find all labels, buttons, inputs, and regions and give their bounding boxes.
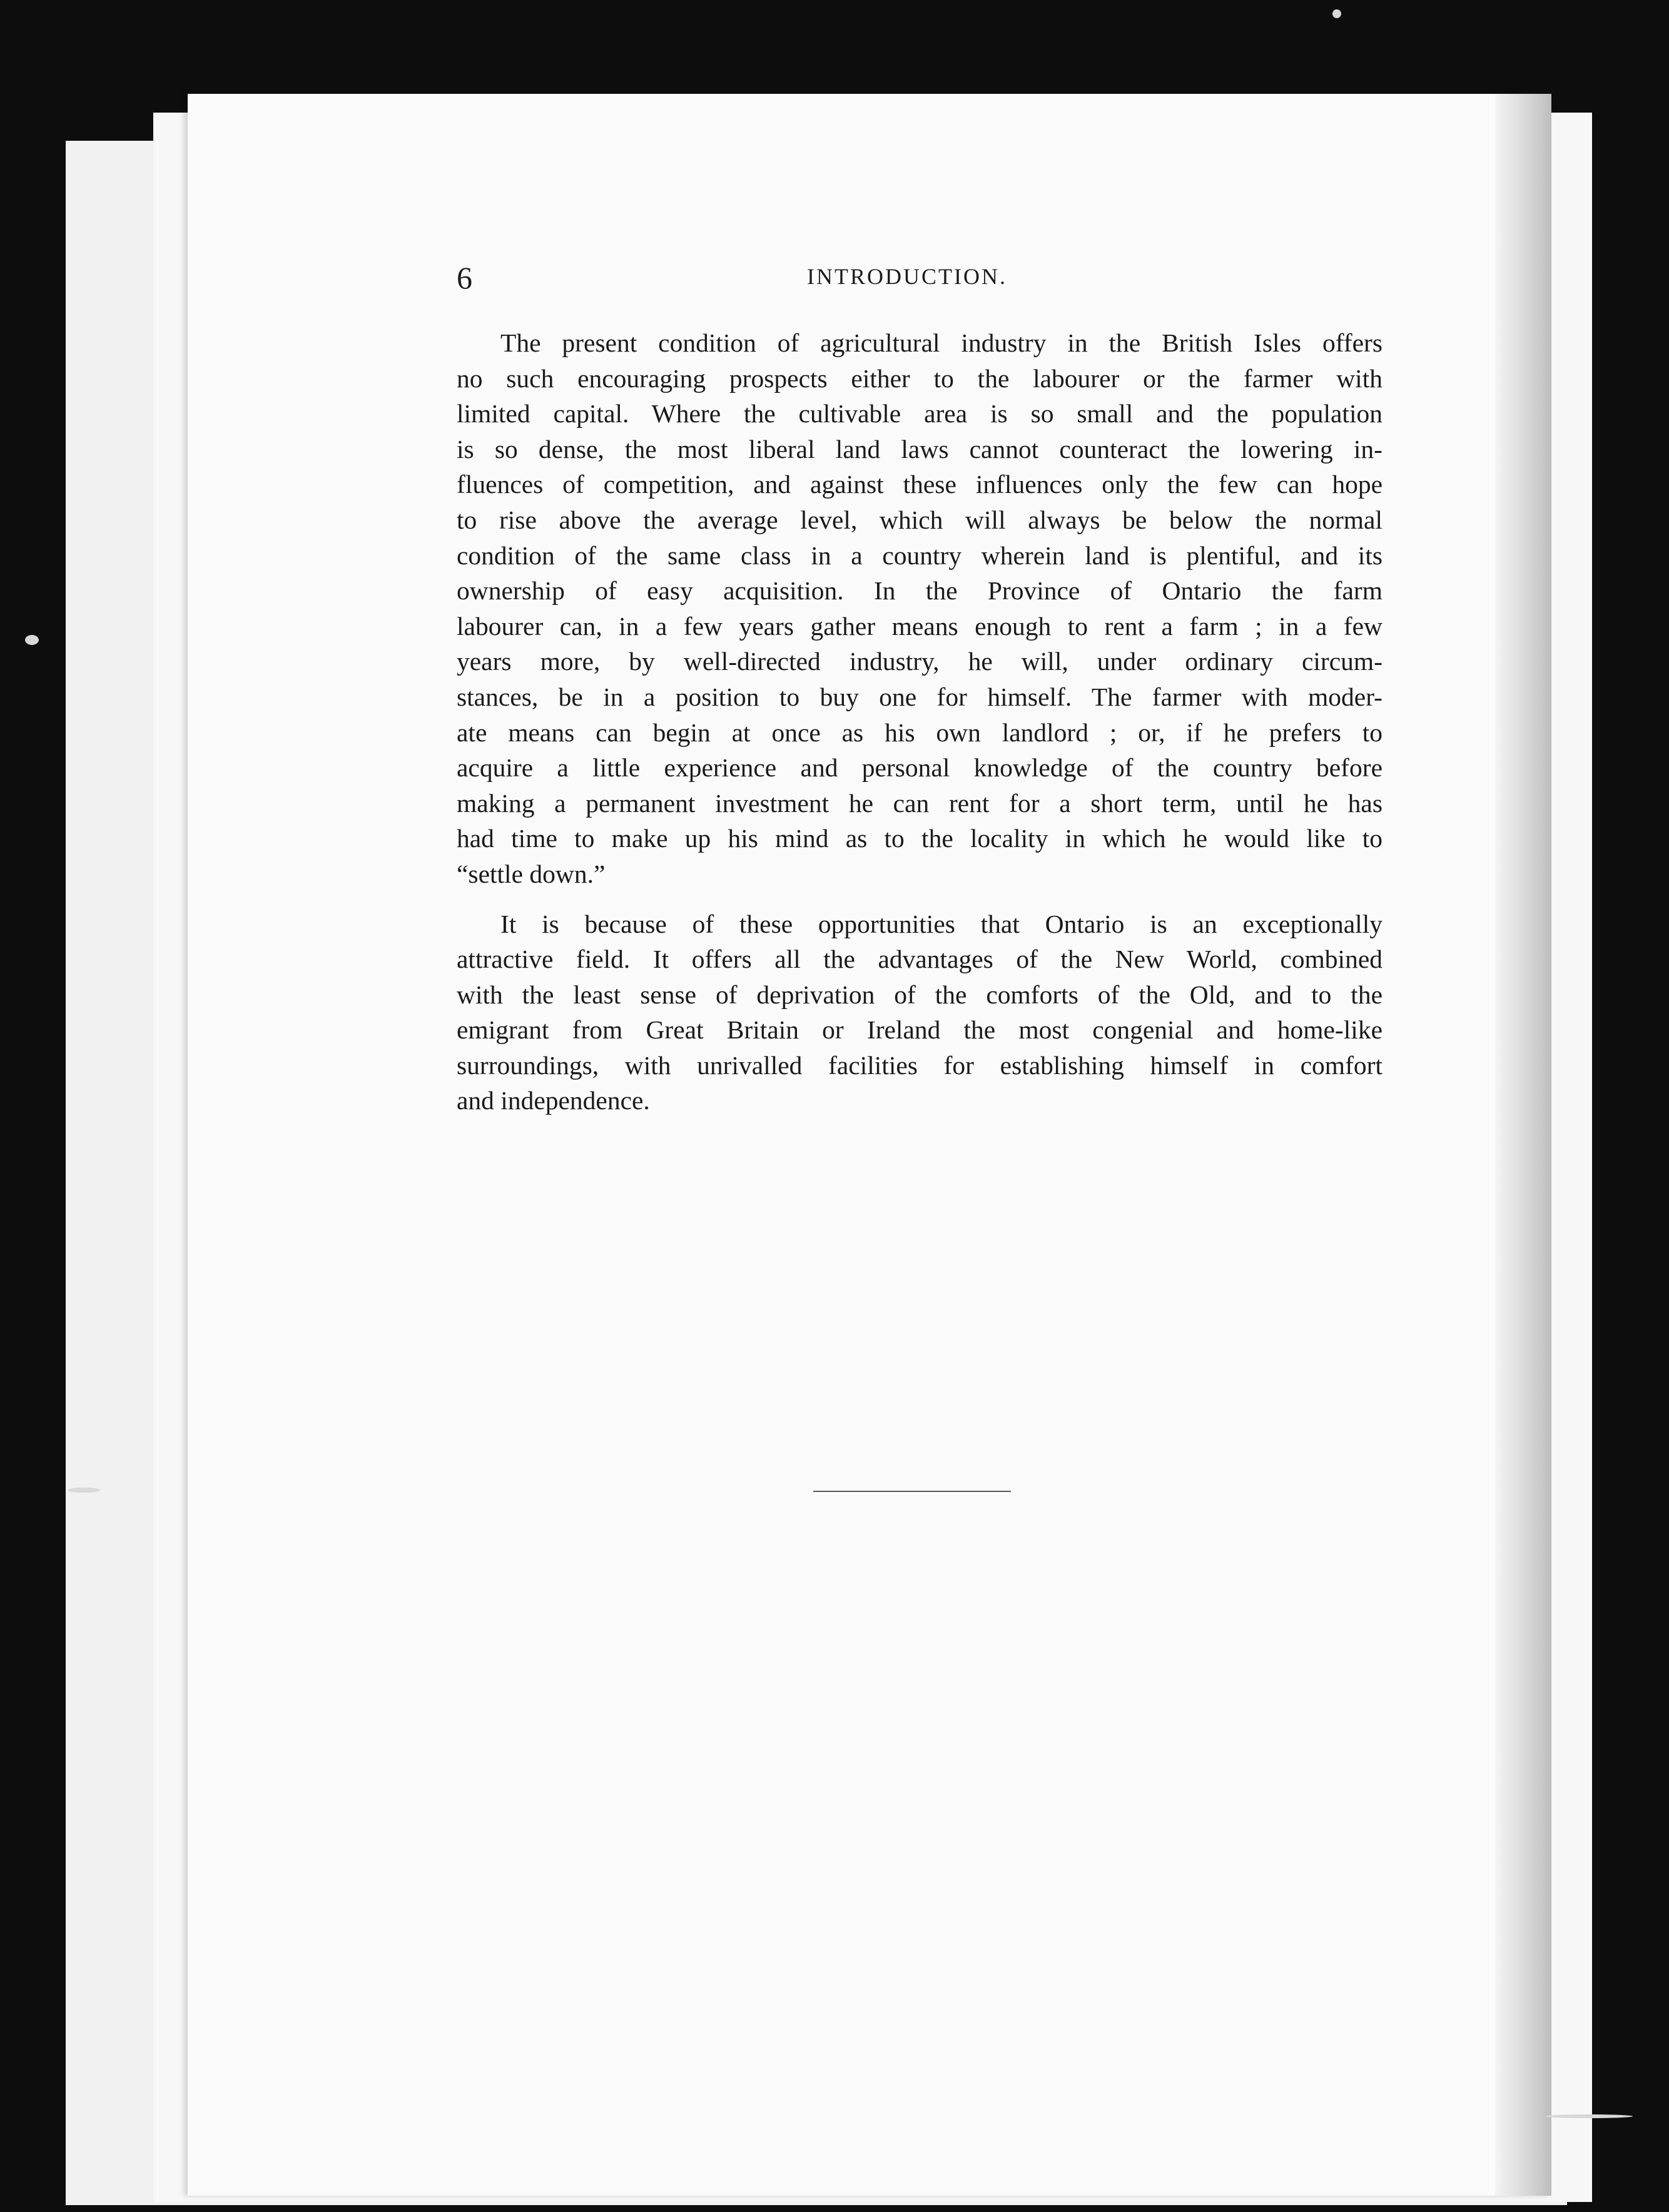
- page-number: 6: [457, 260, 472, 295]
- text-line: emigrant from Great Britain or Ireland the most congenial and home-like: [457, 1015, 1382, 1045]
- scan-speck: [68, 1488, 100, 1493]
- paragraph-2: [457, 906, 1382, 1119]
- section-divider: [813, 1491, 1011, 1492]
- text-line: years more, by well-directed industry, he will, under ordinary circum-: [457, 647, 1382, 676]
- paragraph-1: [457, 325, 1382, 892]
- text-line: The present condition of agricultural industry in the British Isles offers: [500, 328, 1382, 357]
- page-edge-shadow: [1495, 94, 1551, 2196]
- text-line: had time to make up his mind as to the locality in which he would like to: [457, 824, 1382, 853]
- text-line: is so dense, the most liberal land laws cannot counteract the lowering in-: [457, 434, 1382, 464]
- text-line: surroundings, with unrivalled facilities for establishing himself in comfort: [457, 1050, 1382, 1080]
- text-line: limited capital. Where the cultivable area is so small and the population: [457, 399, 1382, 429]
- body-text: [457, 325, 1382, 1119]
- text-line: attractive field. It offers all the advantages of the New World, combined: [457, 945, 1382, 974]
- text-line: to rise above the average level, which will always be below the normal: [457, 505, 1382, 534]
- text-line: labourer can, in a few years gather means enough to rent a farm ; in a few: [457, 611, 1382, 641]
- text-line: “settle down.”: [457, 859, 606, 888]
- text-line: It is because of these opportunities that Ontario is an exceptionally: [500, 909, 1382, 938]
- text-line: ate means can begin at once as his own landlord ; or, if he prefers to: [457, 718, 1382, 747]
- text-line: condition of the same class in a country wherein land is plentiful, and its: [457, 540, 1382, 570]
- page-header: [457, 260, 1214, 303]
- text-line: acquire a little experience and personal knowledge of the country before: [457, 753, 1382, 783]
- book-page: [188, 94, 1551, 2196]
- running-head: INTRODUCTION.: [807, 264, 1007, 289]
- text-line: no such encouraging prospects either to the labourer or the farmer with: [457, 363, 1382, 393]
- text-line: making a permanent investment he can rent for a short term, until he has: [457, 788, 1382, 818]
- scan-speck: [1332, 9, 1341, 18]
- text-line: fluences of competition, and against these influences only the few can hope: [457, 470, 1382, 499]
- text-line: and independence.: [457, 1086, 650, 1115]
- text-line: with the least sense of deprivation of the comforts of the Old, and to the: [457, 980, 1382, 1009]
- text-line: ownership of easy acquisition. In the Province of Ontario the farm: [457, 576, 1382, 606]
- scan-speck: [25, 635, 39, 645]
- text-line: stances, be in a position to buy one for himself. The farmer with moder-: [457, 682, 1382, 711]
- scan-speck: [1545, 2114, 1633, 2118]
